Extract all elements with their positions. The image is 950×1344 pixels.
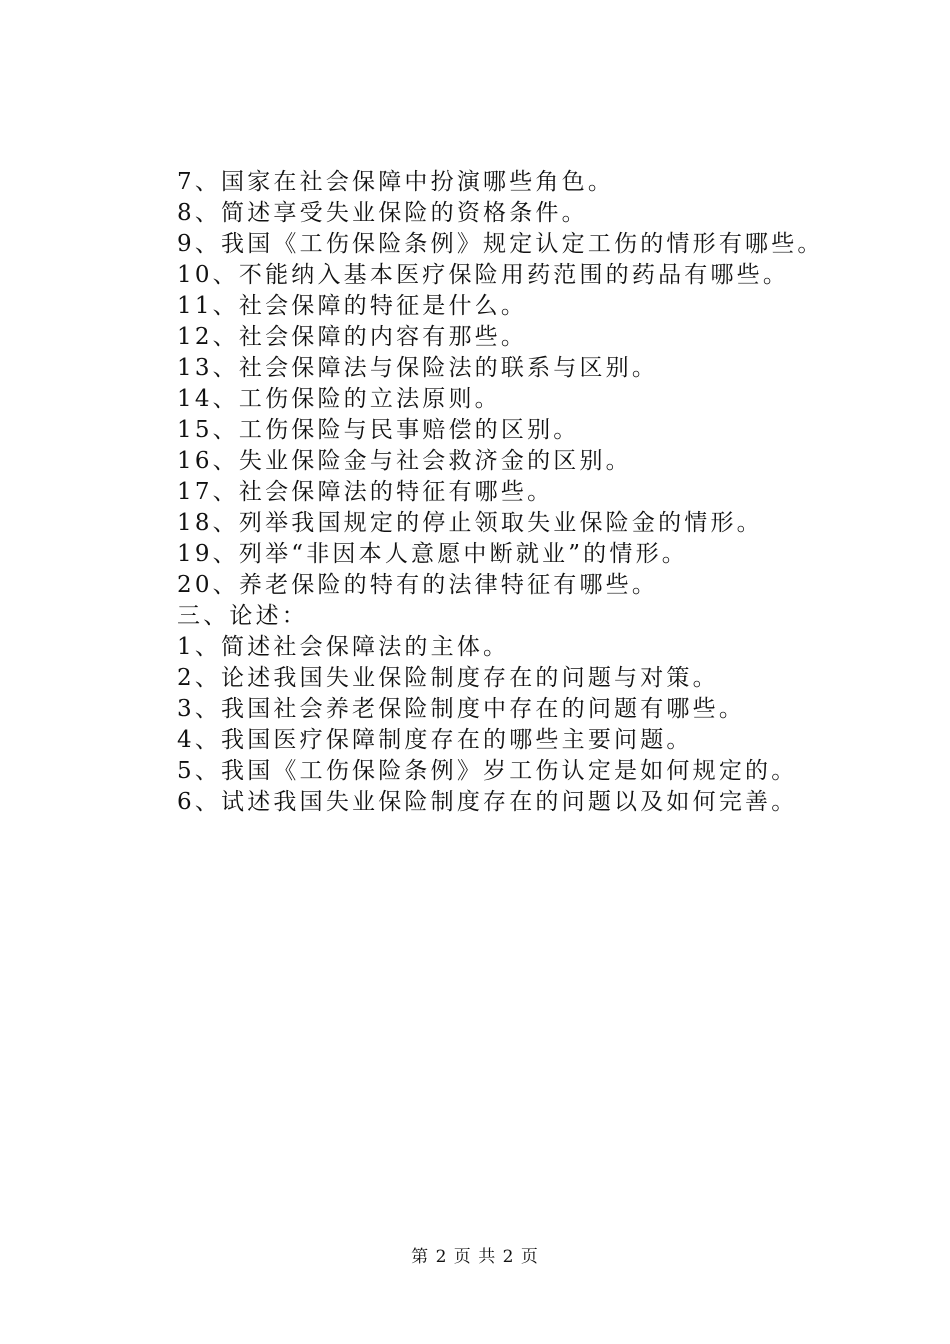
question-11: 11、社会保障的特征是什么。 [177, 293, 528, 319]
question-7: 7、国家在社会保障中扮演哪些角色。 [177, 169, 615, 195]
question-10: 10、不能纳入基本医疗保险用药范围的药品有哪些。 [177, 262, 790, 288]
question-13: 13、社会保障法与保险法的联系与区别。 [177, 355, 659, 381]
question-15: 15、工伤保险与民事赔偿的区别。 [177, 417, 580, 443]
question-16: 16、失业保险金与社会救济金的区别。 [177, 448, 632, 474]
essay-question-6: 6、试述我国失业保险制度存在的问题以及如何完善。 [177, 789, 798, 815]
essay-question-5: 5、我国《工伤保险条例》岁工伤认定是如何规定的。 [177, 758, 798, 784]
page-footer: 第 2 页 共 2 页 [411, 1247, 539, 1267]
essay-question-1: 1、简述社会保障法的主体。 [177, 634, 510, 660]
question-12: 12、社会保障的内容有那些。 [177, 324, 528, 350]
question-18: 18、列举我国规定的停止领取失业保险金的情形。 [177, 510, 763, 536]
document-body [177, 167, 917, 818]
essay-question-2: 2、论述我国失业保险制度存在的问题与对策。 [177, 665, 719, 691]
question-20: 20、养老保险的特有的法律特征有哪些。 [177, 572, 659, 598]
section-heading-essay: 三、论述： [177, 603, 308, 629]
essay-question-4: 4、我国医疗保障制度存在的哪些主要问题。 [177, 727, 693, 753]
question-8: 8、简述享受失业保险的资格条件。 [177, 200, 588, 226]
question-9: 9、我国《工伤保险条例》规定认定工伤的情形有哪些。 [177, 231, 824, 257]
question-19: 19、列举“非因本人意愿中断就业”的情形。 [177, 541, 688, 567]
question-14: 14、工伤保险的立法原则。 [177, 386, 501, 412]
question-17: 17、社会保障法的特征有哪些。 [177, 479, 554, 505]
essay-question-3: 3、我国社会养老保险制度中存在的问题有哪些。 [177, 696, 746, 722]
